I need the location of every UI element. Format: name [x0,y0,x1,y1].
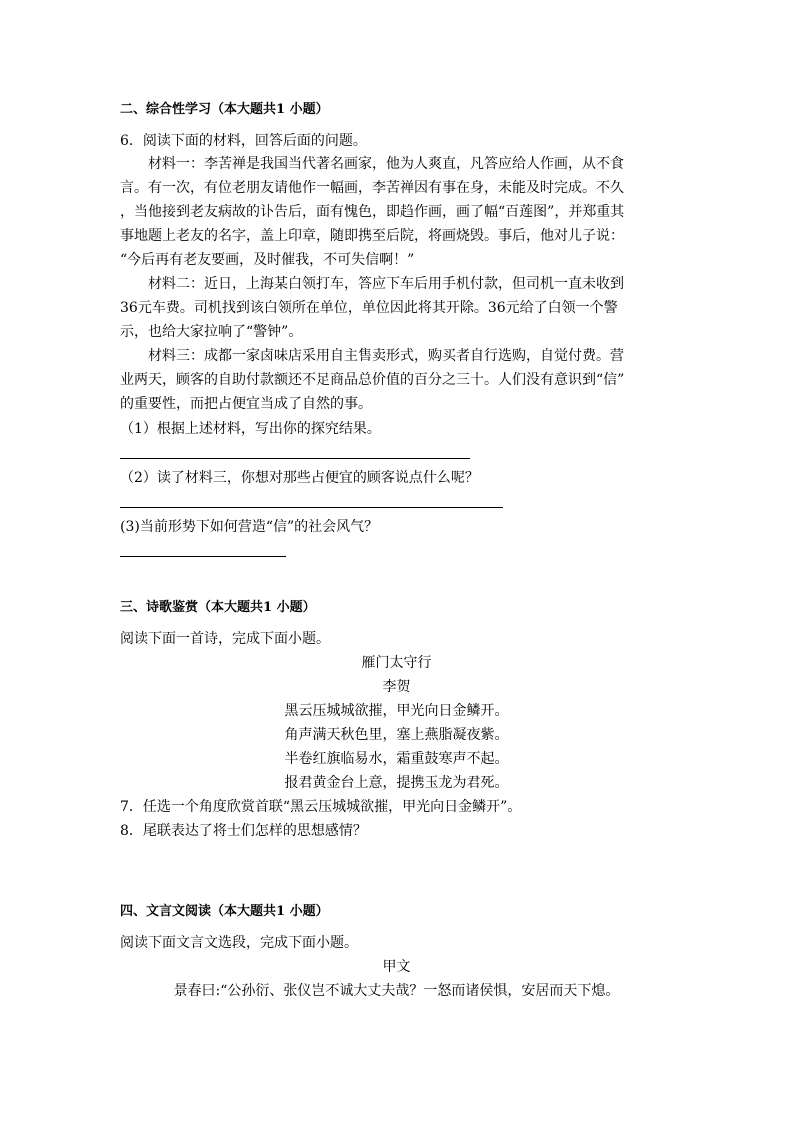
answer-line[interactable] [120,507,503,508]
question-6-intro: 6．阅读下面的材料，回答后面的问题。 [120,133,367,149]
material-2-line: 示，也给大家拉响了“警钟”。 [120,324,303,340]
poem-author: 李贺 [382,679,411,695]
material-1-line: “今后再有老友要画，及时催我，不可失信啊！” [120,252,415,268]
material-3-line: 业两天，顾客的自助付款额还不足商品总价值的百分之三十。人们没有意识到“信” [120,372,625,388]
section-heading-classical-chinese: 四、文言文阅读（本大题共1 小题） [120,904,329,919]
passage-title: 甲文 [382,959,411,975]
passage-line: 景春曰:“公孙衍、张仪岂不诚大丈夫哉？一怒而诸侯惧，安居而天下熄。 [173,983,620,999]
material-2-line: 材料二：近日，上海某白领打车，答应下车后用手机付款，但司机一直未收到 [148,276,624,292]
poem-line: 半卷红旗临易水，霜重鼓寒声不起。 [284,751,509,767]
material-3-line: 的重要性，而把占便宜当成了自然的事。 [120,396,372,412]
section-heading-comprehensive-study: 二、综合性学习（本大题共1 小题） [120,102,329,117]
sub-question-3: (3)当前形势下如何营造“信”的社会风气？ [120,519,379,535]
material-3-line: 材料三：成都一家卤味店采用自主售卖形式，购买者自行选购，自觉付费。营 [148,348,624,364]
sub-question-1: （1）根据上述材料，写出你的探究结果。 [120,421,381,437]
classical-intro: 阅读下面文言文选段，完成下面小题。 [120,935,358,951]
material-1-line: 言。有一次，有位老朋友请他作一幅画，李苦禅因有事在身，未能及时完成。不久 [120,180,624,196]
question-8: 8．尾联表达了将士们怎样的思想感情？ [120,823,367,839]
material-1-line: 事地题上老友的名字，盖上印章，随即携至后院，将画烧毁。事后，他对儿子说： [120,228,624,244]
poem-title: 雁门太守行 [361,655,432,671]
material-1-line: 材料一：李苦禅是我国当代著名画家，他为人爽直，凡答应给人作画，从不食 [148,156,624,172]
poem-line: 黑云压城城欲摧，甲光向日金鳞开。 [284,703,509,719]
poem-line: 报君黄金台上意，提携玉龙为君死。 [284,775,509,791]
poetry-intro: 阅读下面一首诗，完成下面小题。 [120,631,330,647]
section-heading-poetry-appreciation: 三、诗歌鉴赏（本大题共1 小题） [120,600,316,615]
answer-line[interactable] [120,458,470,459]
answer-line[interactable] [120,556,286,557]
poem-line: 角声满天秋色里，塞上燕脂凝夜紫。 [284,727,509,743]
material-1-line: ，当他接到老友病故的讣告后，面有愧色，即趋作画，画了幅“百莲图”，并郑重其 [120,204,625,220]
material-2-line: 36元车费。司机找到该白领所在单位，单位因此将其开除。36元给了白领一个警 [120,300,618,316]
sub-question-2: （2）读了材料三，你想对那些占便宜的顾客说点什么呢？ [120,470,479,486]
question-7: 7．任选一个角度欣赏首联“黑云压城城欲摧，甲光向日金鳞开”。 [120,799,522,815]
